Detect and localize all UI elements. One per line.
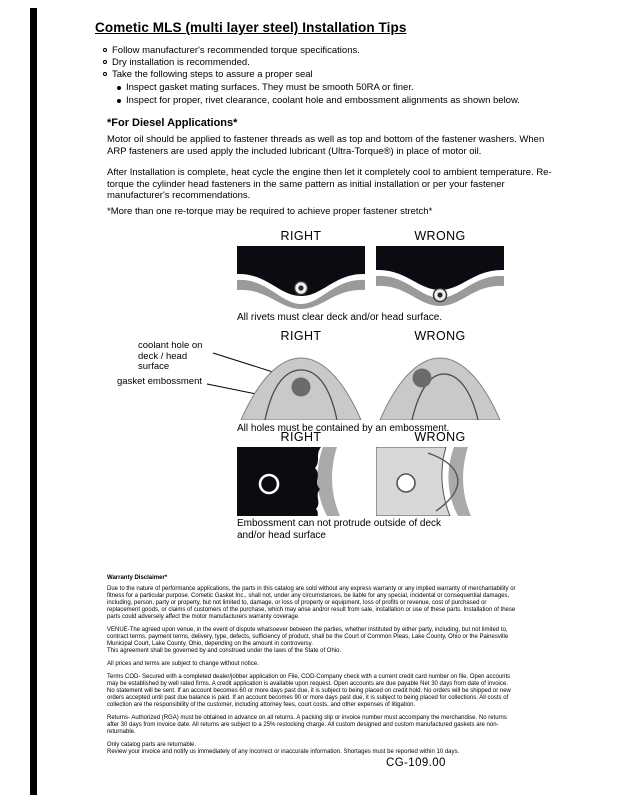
right-label: RIGHT	[280, 329, 322, 343]
deck-edge-band	[448, 447, 471, 516]
right-label: RIGHT	[280, 229, 322, 243]
deck-mound	[380, 358, 500, 420]
protrusion-wrong-column	[376, 430, 504, 516]
warranty-disclaimer	[107, 575, 517, 756]
gasket-body	[237, 447, 321, 516]
hole-right-diagram	[237, 346, 365, 420]
wrong-label: WRONG	[414, 430, 466, 444]
protrusion-diagram-row	[237, 430, 504, 516]
coolant-hole	[292, 378, 311, 397]
rivet-right-diagram	[237, 246, 365, 309]
gasket-embossment-annotation: gasket embossment	[117, 376, 203, 387]
rivet-wrong-column	[376, 229, 504, 309]
sub-tip-item	[117, 82, 573, 94]
diesel-applications-heading: *For Diesel Applications*	[107, 117, 238, 129]
rivet-diagram-row	[237, 229, 504, 309]
hole-caption: All holes must be contained by an embossment.	[237, 423, 450, 434]
rivet-center	[298, 285, 303, 290]
protrusion-right-diagram	[237, 447, 365, 516]
protrusion-caption: Embossment can not protrude outside of deck and/or head surface	[237, 518, 442, 541]
hole-right-column	[237, 329, 365, 420]
open-circle-bullet-icon	[103, 60, 107, 64]
wrong-label: WRONG	[414, 229, 466, 243]
tip-item	[103, 69, 573, 81]
diesel-paragraph-1: Motor oil should be applied to fastener threads as well as top and bottom of the fastener washers. When ARP fasteners are used apply the included lubricant (Ultra-Torque®) in place of motor oil.	[107, 134, 545, 157]
sub-tip-text: Inspect gasket mating surfaces. They must be smooth 50RA or finer.	[126, 82, 414, 93]
installation-tips-list	[103, 45, 573, 107]
rivet-wrong-diagram	[376, 246, 504, 309]
disclaimer-heading: Warranty Disclaimer*	[107, 575, 168, 581]
tip-text: Follow manufacturer's recommended torque specifications.	[112, 45, 360, 56]
prices-terms-note: All prices and terms are subject to change without notice.	[107, 661, 259, 667]
page-title: Cometic MLS (multi layer steel) Installation Tips	[95, 20, 407, 35]
coolant-hole	[413, 369, 432, 388]
tip-item	[103, 57, 573, 69]
sub-tip-item	[117, 95, 573, 107]
protrusion-right-column	[237, 430, 365, 516]
embossment-diagram-row	[237, 329, 504, 420]
rivet-caption: All rivets must clear deck and/or head surface.	[237, 312, 443, 323]
open-circle-bullet-icon	[103, 48, 107, 52]
tip-text: Take the following steps to assure a proper seal	[112, 69, 313, 80]
rivet-center	[437, 292, 442, 297]
page-number: CG-109.00	[386, 757, 446, 769]
bolt-hole-ring	[397, 474, 415, 492]
filled-dot-bullet-icon	[117, 86, 121, 90]
venue-governing-law: This agreement shall be governed by and construed under the laws of the State of Ohio.	[107, 648, 342, 654]
tip-item	[103, 45, 573, 57]
disclaimer-paragraph: Due to the nature of performance applications, the parts in this catalog are sold without any express warranty or any implied warranty of merchantability or fitness for a particular purpose. Cometic Gasket Inc., shall not, under any circumstances, be liable for any special, incidental or consequential damages, including, person, party or property, but not limited to, damage, or loss of property or equipment, loss of profits or revenue, cost of purchased or replacement goods, or claims of customers of the purchase, which may arise and/or result from sale, installation or use of these parts. Installation of these parts could adversely affect the motor manufacturers warranty coverage.	[107, 586, 516, 620]
tip-text: Dry installation is recommended.	[112, 57, 250, 68]
right-label: RIGHT	[280, 430, 322, 444]
terms-cod-paragraph: Terms COD- Secured with a completed dealer/jobber application on File, COD-Company check with a current credit card number on file. Open accounts may be established by well rated firms. A credit application is available upon request. Open accounts are due payable Net 30 days from date of invoice. No statement will be sent. If an account becomes 60 or more days past due, it is subject to being placed on credit hold. No orders will be shipped or new orders accepted until past due balance is paid. If an account becomes 90 or more days past due, it is subject to being placed for collections. All costs of collection are the responsibility of the customer, including attorney fees, court costs, and other expenses of litigation.	[107, 674, 511, 708]
returns-paragraph: Returns- Authorized (RGA) must be obtained in advance on all returns. A packing slip or invoice number must accompany the merchandise. No returns after 30 days from invoice date. All returns are subject to a 25% restocking charge. All custom designed and custom manufactured gaskets are non-returnable.	[107, 715, 507, 735]
filled-dot-bullet-icon	[117, 99, 121, 103]
sub-tip-text: Inspect for proper, rivet clearance, coolant hole and embossment alignments as shown below.	[126, 95, 520, 106]
deck-edge-band	[317, 447, 340, 516]
retorque-note: *More than one re-torque may be required to achieve proper fastener stretch*	[107, 206, 433, 217]
protrusion-wrong-diagram	[376, 447, 504, 516]
wrong-label: WRONG	[414, 329, 466, 343]
hole-wrong-column	[376, 329, 504, 420]
returnable-note: Only catalog parts are returnable.	[107, 742, 197, 748]
rivet-right-column	[237, 229, 365, 309]
left-edge-bar	[30, 8, 37, 795]
venue-paragraph: VENUE-The agreed upon venue, in the event of dispute whatsoever between the parties, whether instituted by either party, including, but not limited to, contract terms, payment terms, delivery, type, defects, sufficiency of product, shall be the Court of Common Pleas, Lake County, Ohio or the Painesville Municipal Court, Lake County, Ohio, depending on the amount in controversy.	[107, 627, 509, 647]
invoice-review-note: Review your invoice and notify us immediately of any incorrect or inaccurate information. Shortages must be reported within 10 days.	[107, 749, 460, 755]
diesel-paragraph-2: After Installation is complete, heat cycle the engine then let it completely cool to ambient temperature. Re-torque the cylinder head fasteners in the same pattern as initial installation or per your fastener manufacturer's recommendations.	[107, 167, 552, 202]
coolant-hole-annotation: coolant hole on deck / head surface	[138, 340, 203, 372]
open-circle-bullet-icon	[103, 72, 107, 76]
hole-wrong-diagram	[376, 346, 504, 420]
